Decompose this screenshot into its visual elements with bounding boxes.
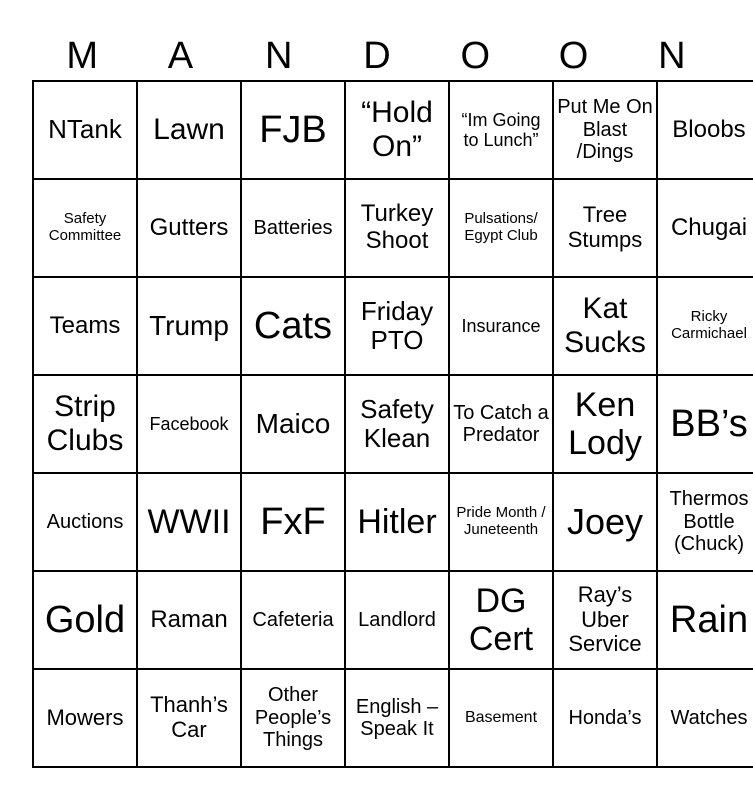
bingo-cell[interactable]: Turkey Shoot: [345, 179, 449, 277]
header-letter-d: D: [363, 35, 391, 77]
board-row: [33, 179, 753, 277]
bingo-cell[interactable]: Gutters: [137, 179, 241, 277]
bingo-board: [32, 80, 753, 768]
bingo-cell[interactable]: FJB: [241, 81, 345, 179]
bingo-cell[interactable]: Pulsations/ Egypt Club: [449, 179, 553, 277]
bingo-cell[interactable]: Tree Stumps: [553, 179, 657, 277]
bingo-cell[interactable]: Kat Sucks: [553, 277, 657, 375]
bingo-cell[interactable]: Landlord: [345, 571, 449, 669]
bingo-cell[interactable]: Thermos Bottle (Chuck): [657, 473, 753, 571]
bingo-cell[interactable]: Bloobs: [657, 81, 753, 179]
board-row: [33, 375, 753, 473]
bingo-cell[interactable]: Safety Committee: [33, 179, 137, 277]
bingo-cell[interactable]: Basement: [449, 669, 553, 767]
board-row: [33, 473, 753, 571]
bingo-cell[interactable]: Teams: [33, 277, 137, 375]
bingo-cell[interactable]: Safety Klean: [345, 375, 449, 473]
bingo-cell[interactable]: FxF: [241, 473, 345, 571]
bingo-cell[interactable]: Honda’s: [553, 669, 657, 767]
bingo-cell[interactable]: Put Me On Blast /Dings: [553, 81, 657, 179]
bingo-cell[interactable]: NTank: [33, 81, 137, 179]
header-letter-o: O: [460, 35, 491, 77]
board-row: [33, 669, 753, 767]
bingo-cell[interactable]: Mowers: [33, 669, 137, 767]
bingo-cell[interactable]: Ken Lody: [553, 375, 657, 473]
bingo-cell[interactable]: Strip Clubs: [33, 375, 137, 473]
bingo-cell[interactable]: Facebook: [137, 375, 241, 473]
board-row: [33, 277, 753, 375]
bingo-cell[interactable]: To Catch a Predator: [449, 375, 553, 473]
bingo-cell[interactable]: Rain: [657, 571, 753, 669]
header-letter-a: A: [167, 35, 194, 77]
bingo-cell[interactable]: Joey: [553, 473, 657, 571]
header-letter-n: N: [264, 35, 293, 77]
bingo-cell[interactable]: WWII: [137, 473, 241, 571]
board-row: [33, 81, 753, 179]
bingo-cell[interactable]: Maico: [241, 375, 345, 473]
board-row: [33, 571, 753, 669]
bingo-cell[interactable]: “Hold On”: [345, 81, 449, 179]
bingo-cell[interactable]: Cats: [241, 277, 345, 375]
bingo-cell[interactable]: Lawn: [137, 81, 241, 179]
bingo-cell[interactable]: BB’s: [657, 375, 753, 473]
bingo-cell[interactable]: Thanh’s Car: [137, 669, 241, 767]
bingo-cell[interactable]: Batteries: [241, 179, 345, 277]
bingo-header: [33, 30, 721, 82]
bingo-cell[interactable]: Trump: [137, 277, 241, 375]
bingo-cell[interactable]: Other People’s Things: [241, 669, 345, 767]
bingo-cell[interactable]: Gold: [33, 571, 137, 669]
bingo-cell[interactable]: Insurance: [449, 277, 553, 375]
bingo-cell[interactable]: “Im Going to Lunch”: [449, 81, 553, 179]
bingo-cell[interactable]: Watches: [657, 669, 753, 767]
bingo-cell[interactable]: Cafeteria: [241, 571, 345, 669]
header-letter-m: M: [66, 35, 98, 77]
bingo-cell[interactable]: Auctions: [33, 473, 137, 571]
bingo-cell[interactable]: English – Speak It: [345, 669, 449, 767]
bingo-cell[interactable]: Ray’s Uber Service: [553, 571, 657, 669]
bingo-cell[interactable]: Chugai: [657, 179, 753, 277]
header-letter-o-2: O: [558, 35, 589, 77]
bingo-cell[interactable]: Friday PTO: [345, 277, 449, 375]
bingo-cell[interactable]: Ricky Carmichael: [657, 277, 753, 375]
bingo-cell[interactable]: Pride Month / Juneteenth: [449, 473, 553, 571]
bingo-cell[interactable]: Hitler: [345, 473, 449, 571]
header-letter-n-2: N: [658, 35, 686, 77]
bingo-cell[interactable]: Raman: [137, 571, 241, 669]
bingo-cell[interactable]: DG Cert: [449, 571, 553, 669]
